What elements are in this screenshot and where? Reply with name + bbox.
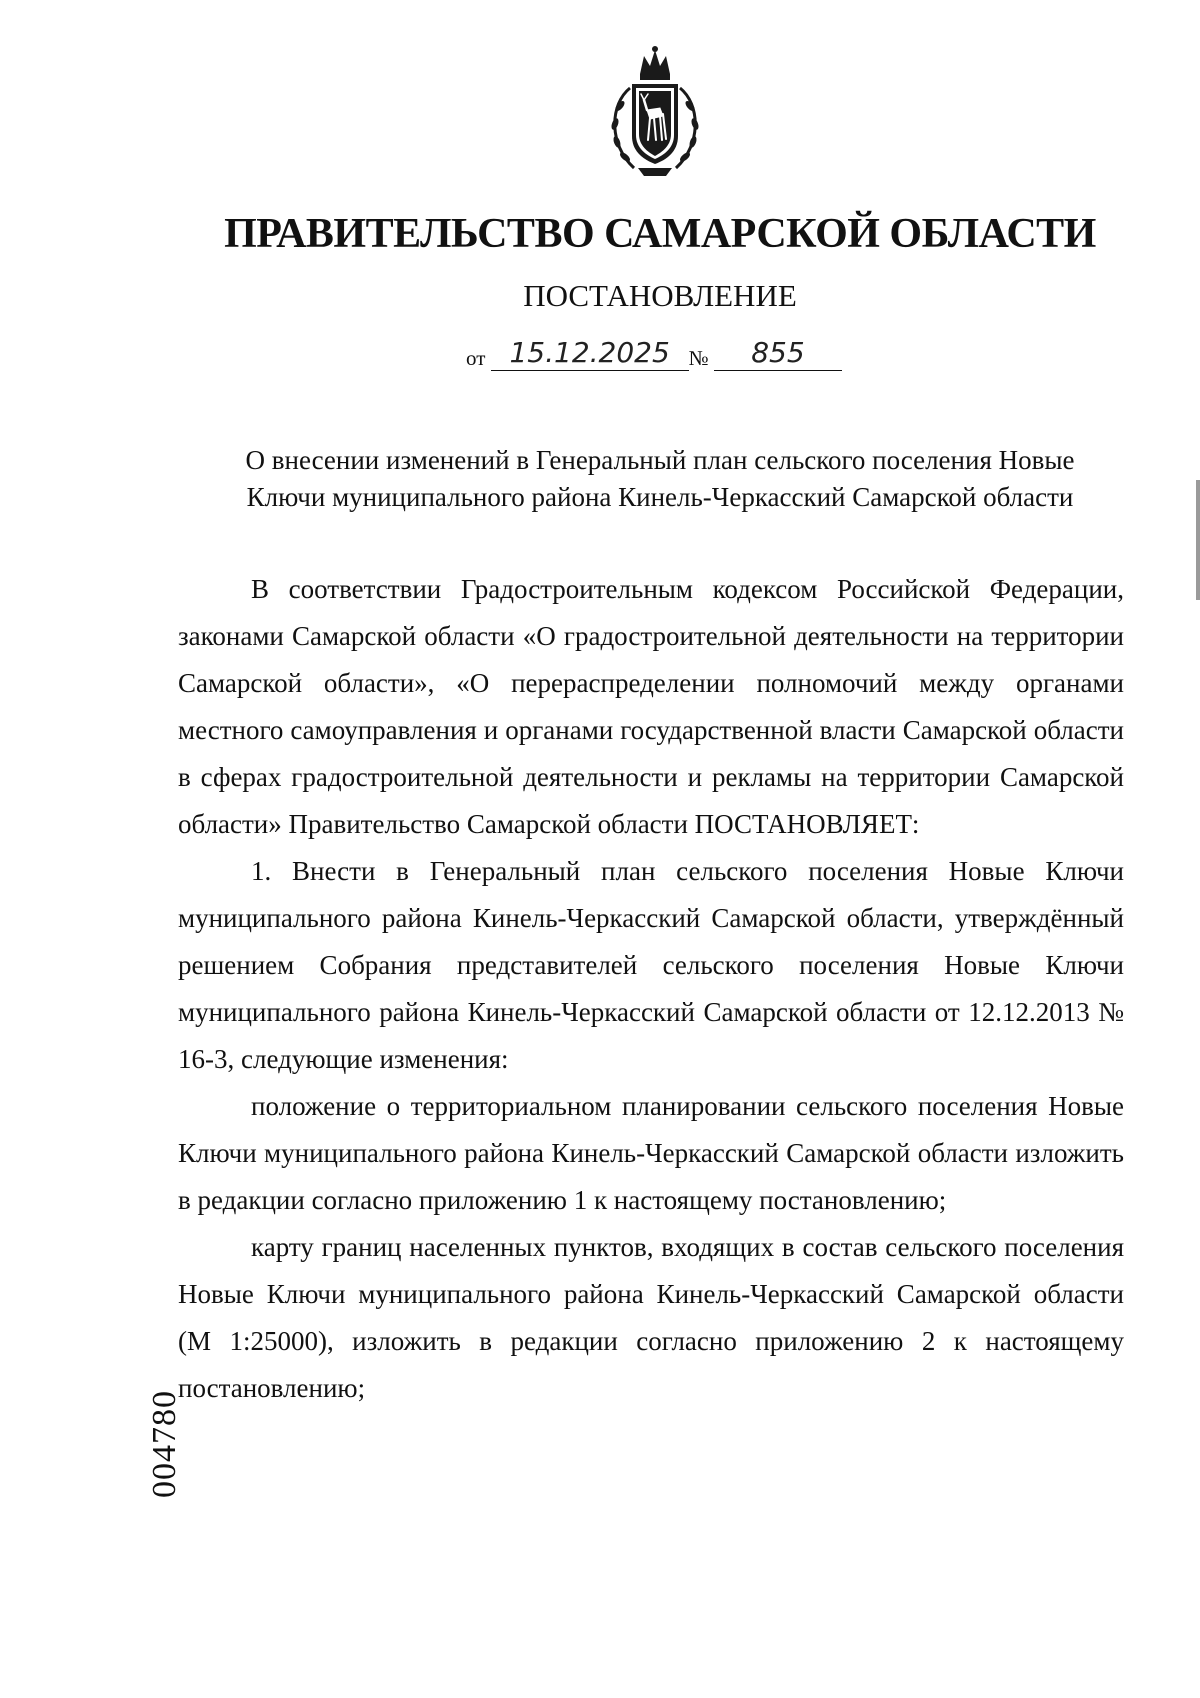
date-label: от — [466, 346, 486, 370]
document-reference — [466, 336, 842, 372]
item-1-subparagraph: положение о территориальном планировании сельского поселения Новые Ключи муниципального района Кинель-Черкасский Самарской области изложить в редакции согласно приложению 1 к настоящему постановлению; — [178, 1091, 1124, 1215]
item-1-subparagraph: карту границ населенных пунктов, входящих в состав сельского поселения Новые Ключи муниципального района Кинель-Черкасский Самарской области (М 1:25000), изложить в редакции согласно приложению 2 к настоящему постановлению; — [178, 1232, 1124, 1403]
subject-line: Ключи муниципального района Кинель-Черкасский Самарской области — [246, 482, 1074, 512]
document-type: ПОСТАНОВЛЕНИЕ — [523, 278, 797, 313]
document-subject — [160, 442, 1160, 516]
scan-edge-mark — [1196, 480, 1200, 600]
preamble-paragraph: В соответствии Градостроительным кодексом Российской Федерации, законами Самарской области «О градостроительной деятельности на территории Самарской области», «О перераспределении полномочий между органами местного самоуправления и органами государственной власти Самарской области в сферах градостроительной деятельности и рекламы на территории Самарской области» Правительство Самарской области ПОСТАНОВЛЯЕТ: — [178, 574, 1124, 839]
document-date: 15.12.2025 — [491, 336, 689, 371]
document-number: 855 — [714, 336, 842, 371]
serial-number: 004780 — [146, 1390, 183, 1498]
number-label: № — [688, 346, 709, 370]
organization-title: ПРАВИТЕЛЬСТВО САМАРСКОЙ ОБЛАСТИ — [224, 211, 1096, 257]
samara-oblast-coat-of-arms-icon — [600, 44, 710, 180]
subject-line: О внесении изменений в Генеральный план сельского поселения Новые — [245, 445, 1075, 475]
item-1-paragraph: 1. Внести в Генеральный план сельского поселения Новые Ключи муниципального района Кинель-Черкасский Самарской области, утверждённый решением Собрания представителей сельского поселения Новые Ключи муниципального района Кинель-Черкасский Самарской области от 12.12.2013 № 16-3, следующие изменения: — [178, 856, 1124, 1074]
document-body — [178, 566, 1124, 1412]
